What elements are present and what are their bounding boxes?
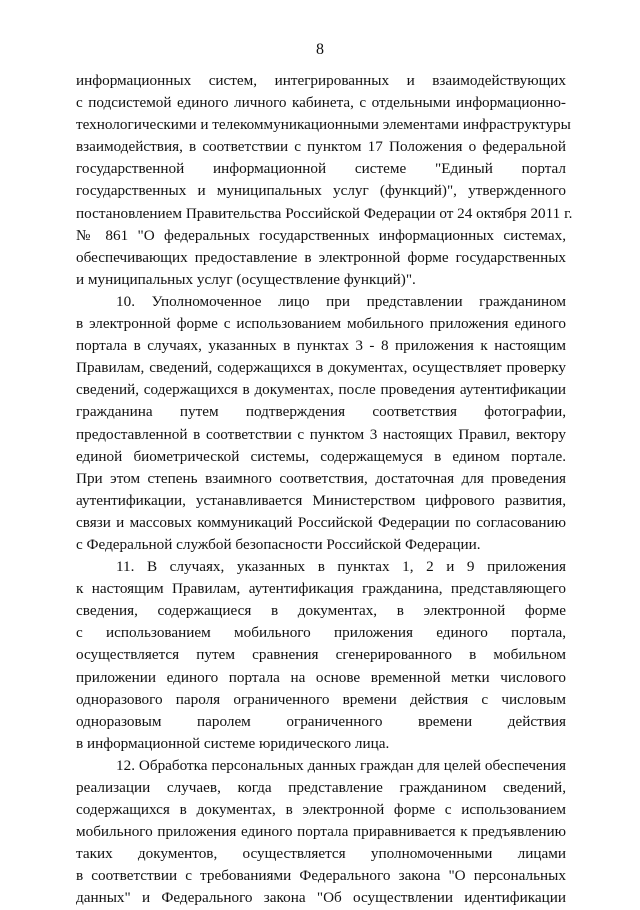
text-line: При этом степень взаимного соответствия, достаточная для проведения	[76, 469, 566, 487]
paragraph-continuation	[76, 70, 573, 291]
text-line: аутентификации, устанавливается Министерством цифрового развития,	[76, 491, 566, 509]
text-line: таких документов, осуществляется уполномоченными лицами	[76, 845, 566, 863]
text-line: Правилам, сведений, содержащихся в документах, осуществляет проверку	[76, 359, 566, 377]
text-line: данных" и Федерального закона "Об осуществлении идентификации	[76, 889, 566, 907]
text-line: постановлением Правительства Российской Федерации от 24 октября 2011 г.	[76, 204, 573, 222]
paragraph-11	[76, 556, 566, 755]
text-line: в электронной форме с использованием мобильного приложения единого	[76, 315, 566, 333]
text-line: обеспечивающих предоставление в электронной форме государственных	[76, 248, 566, 266]
text-line: № 861 "О федеральных государственных информационных системах,	[76, 226, 566, 244]
paragraph-10	[76, 291, 566, 556]
text-line: единой биометрической системы, содержащемуся в едином портале.	[76, 447, 566, 465]
text-line: с Федеральной службой безопасности Российской Федерации.	[76, 535, 481, 553]
page-number: 8	[316, 41, 324, 58]
text-line: с использованием мобильного приложения единого портала,	[76, 624, 566, 642]
text-line: связи и массовых коммуникаций Российской Федерации по согласованию	[76, 513, 566, 531]
text-line: 10. Уполномоченное лицо при представлении гражданином	[116, 292, 566, 310]
text-line: в соответствии с требованиями Федерального закона "О персональных	[76, 867, 566, 885]
text-line: гражданина путем подтверждения соответствия фотографии,	[76, 403, 566, 421]
text-line: взаимодействия, в соответствии с пунктом 17 Положения о федеральной	[76, 138, 566, 156]
text-line: сведений, содержащихся в документах, после проведения аутентификации	[76, 381, 566, 399]
text-line: технологическими и телекоммуникационными элементами инфраструктуры	[76, 116, 571, 134]
text-line: информационных систем, интегрированных и взаимодействующих	[76, 72, 566, 89]
text-line: одноразового пароля ограниченного времени действия с числовым	[76, 690, 566, 708]
text-line: и муниципальных услуг (осуществление функций)".	[76, 270, 416, 288]
text-line: одноразовым паролем ограниченного времени действия	[76, 712, 566, 730]
text-line: государственных и муниципальных услуг (функций)", утвержденного	[76, 182, 566, 200]
text-line: в информационной системе юридического лица.	[76, 734, 390, 752]
document-body	[76, 70, 573, 910]
text-line: с подсистемой единого личного кабинета, с отдельными информационно-	[76, 94, 566, 112]
text-line: предоставленной в соответствии с пунктом 3 настоящих Правил, вектору	[76, 425, 566, 443]
text-line: осуществляется путем сравнения сгенерированного в мобильном	[76, 646, 566, 664]
text-line: портала в случаях, указанных в пунктах 3 - 8 приложения к настоящим	[76, 337, 566, 355]
text-line: мобильного приложения единого портала приравнивается к предъявлению	[76, 823, 566, 841]
text-line: государственной информационной системе "Единый портал	[76, 160, 566, 178]
text-line: сведения, содержащиеся в документах, в электронной форме	[76, 602, 566, 620]
text-line: реализации случаев, когда представление гражданином сведений,	[76, 779, 566, 796]
text-line: к настоящим Правилам, аутентификация гражданина, представляющего	[76, 580, 566, 598]
paragraph-12	[76, 755, 566, 910]
text-line: содержащихся в документах, в электронной форме с использованием	[76, 801, 566, 819]
text-line: приложении единого портала на основе временной метки числового	[76, 668, 566, 686]
text-line: 12. Обработка персональных данных граждан для целей обеспечения	[116, 756, 566, 774]
text-line: 11. В случаях, указанных в пунктах 1, 2 и 9 приложения	[116, 558, 566, 576]
